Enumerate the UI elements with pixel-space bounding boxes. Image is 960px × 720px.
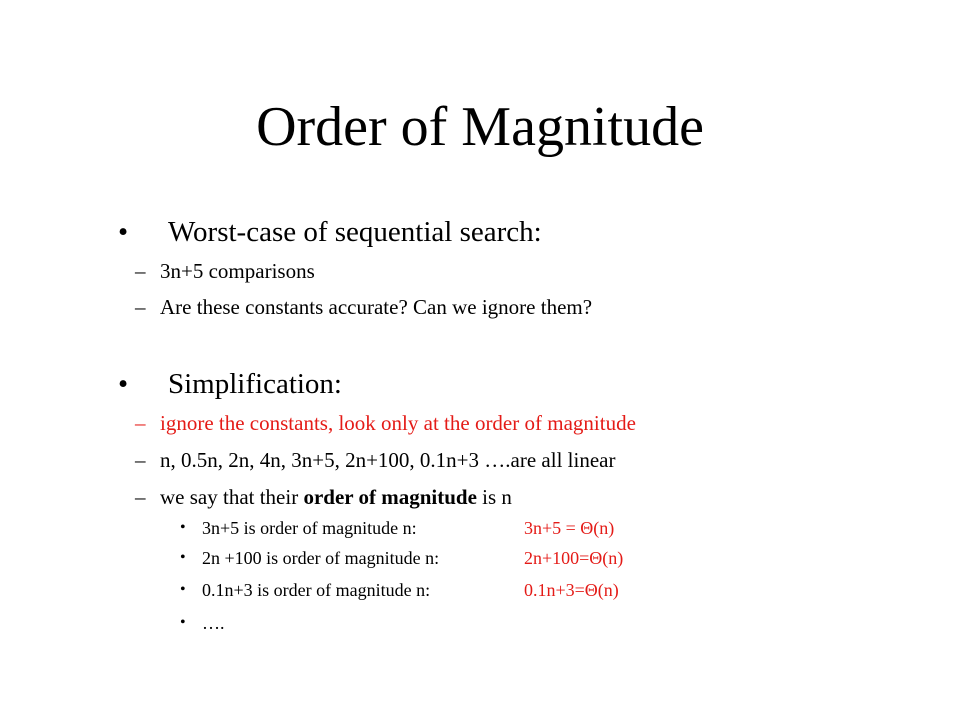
subitem-text: ignore the constants, look only at the order of magnitude	[160, 411, 636, 435]
example-row	[180, 579, 619, 601]
example-row	[180, 547, 624, 569]
subitem-order-statement	[135, 484, 512, 510]
example-formula: 2n+100=Θ(n)	[524, 548, 624, 568]
bullet-marker: •	[180, 614, 186, 631]
dash-marker: –	[135, 259, 146, 283]
example-formula: 3n+5 = Θ(n)	[524, 518, 615, 538]
subitem-ignore-constants	[135, 410, 636, 436]
bullet-marker: •	[118, 368, 129, 400]
subitem-comparisons	[135, 258, 315, 284]
emphasis-after: is n	[476, 485, 512, 509]
example-formula: 0.1n+3=Θ(n)	[524, 580, 619, 600]
bullet-text: Worst-case of sequential search:	[168, 216, 542, 248]
subitem-linear-list	[135, 447, 616, 473]
slide-title: Order of Magnitude	[256, 96, 704, 158]
emphasis-before: we say that their	[160, 485, 304, 509]
bullet-text: Simplification:	[168, 368, 342, 400]
dash-marker: –	[135, 448, 146, 472]
example-text: ….	[202, 613, 225, 633]
bullet-marker: •	[118, 216, 129, 248]
bullet-marker: •	[180, 549, 186, 566]
bullet-simplification	[118, 366, 342, 402]
bullet-worst-case	[118, 214, 542, 250]
emphasis-bold: order of magnitude	[303, 485, 477, 509]
example-row	[180, 612, 225, 634]
dash-marker: –	[135, 485, 146, 509]
example-text: 3n+5 is order of magnitude n:	[202, 518, 417, 538]
example-row	[180, 517, 615, 539]
example-text: 2n +100 is order of magnitude n:	[202, 548, 440, 568]
subitem-text: n, 0.5n, 2n, 4n, 3n+5, 2n+100, 0.1n+3 ….are all linear	[160, 448, 616, 472]
subitem-constants-question	[135, 294, 593, 320]
dash-marker: –	[135, 295, 146, 319]
bullet-marker: •	[180, 581, 186, 598]
subitem-text: 3n+5 comparisons	[160, 259, 315, 283]
example-text: 0.1n+3 is order of magnitude n:	[202, 580, 431, 600]
bullet-marker: •	[180, 519, 186, 536]
dash-marker: –	[135, 411, 146, 435]
subitem-text: Are these constants accurate? Can we ignore them?	[160, 295, 593, 319]
